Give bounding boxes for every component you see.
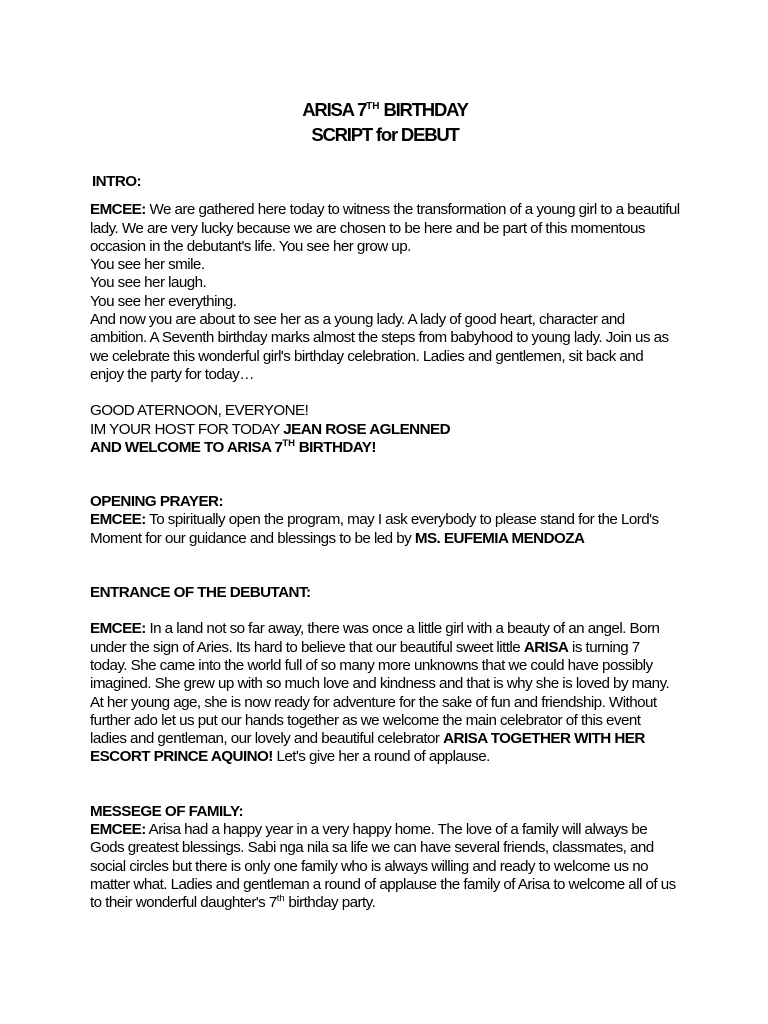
intro-line-smile: You see her smile. (90, 256, 205, 274)
greeting-line-2: IM YOUR HOST FOR TODAY (90, 420, 284, 438)
family-heading: MESSEGE OF FAMILY: (90, 802, 243, 820)
title-line-2: SCRIPT for DEBUT (311, 124, 459, 145)
opening-prayer-heading: OPENING PRAYER: (90, 493, 223, 511)
emcee-label: EMCEE: (90, 821, 146, 839)
greeting-line-1: GOOD ATERNOON, EVERYONE! (90, 402, 309, 420)
greeting-superscript: TH (282, 437, 296, 449)
intro-line-laugh: You see her laugh. (90, 274, 207, 292)
title-line-1-suffix: BIRTHDAY (379, 99, 468, 120)
escort-announcement: ARISA TOGETHER WITH HER ESCORT PRINCE AQUINO! (90, 730, 645, 766)
intro-text: We are gathered here today to witness the transformation of a young girl to a beautiful lady. We are very lucky because we are chosen to be here and be part of this momentous occasion in the debutant's life. You see her grow up. (90, 201, 680, 255)
entrance-text-2: is turning 7 today. She came into the world full of so many more unknowns that we could have possibly imagined. She grew up with so much love and kindness and that is why she is loved by many. At her young age, she is now ready for adventure for the sake of fun and friendship. Without further ado let us put our hands together as we welcome the main celebrator of this event ladies and gentleman, our lovely and beautiful celebrator (90, 638, 670, 748)
document-title (90, 94, 680, 147)
family-text-1: Arisa had a happy year in a very happy home. The love of a family will always be Gods greatest blessings. Sabi nga nila sa life we can have several friends, classmates, and social circles but there is only one family who is always willing and ready to welcome us no matter what. Ladies and gentleman a round of applause the family of Arisa to welcome all of us to their wonderful daughter's 7 (90, 821, 676, 912)
intro-heading: INTRO: (92, 173, 142, 190)
greeting-block (90, 402, 680, 457)
emcee-label: EMCEE: (90, 511, 146, 529)
entrance-heading: ENTRANCE OF THE DEBUTANT: (90, 584, 311, 602)
title-line-1-text: ARISA 7 (302, 99, 367, 120)
title-line-1 (90, 94, 680, 122)
host-name: JEAN ROSE AGLENNED (283, 420, 451, 438)
greeting-line-3: AND WELCOME TO ARISA 7 (90, 438, 283, 456)
intro-paragraph (90, 201, 680, 384)
opening-prayer-section (90, 493, 680, 548)
greeting-line-3-suffix: BIRTHDAY! (295, 438, 376, 456)
family-section (90, 803, 680, 913)
prayer-leader: MS. EUFEMIA MENDOZA (414, 529, 585, 547)
opening-prayer-text: To spiritually open the program, may I ask everybody to please stand for the Lord's Moment for our guidance and blessings to be led by (90, 511, 659, 547)
debutant-name: ARISA (523, 638, 569, 656)
entrance-text-3: Let's give her a round of applause. (272, 748, 490, 766)
intro-line-everything: You see her everything. (90, 292, 237, 310)
family-superscript: th (276, 893, 285, 905)
family-text-2: birthday party. (284, 894, 376, 912)
entrance-paragraph (90, 620, 680, 766)
emcee-label: EMCEE: (90, 201, 146, 219)
title-superscript: TH (366, 101, 380, 112)
emcee-label: EMCEE: (90, 620, 146, 638)
entrance-text-1: In a land not so far away, there was once a little girl with a beauty of an angel. Born under the sign of Aries. Its hard to believe that our beautiful sweet little (90, 620, 660, 656)
intro-closing: And now you are about to see her as a young lady. A lady of good heart, character and ambition. A Seventh birthday marks almost the steps from babyhood to young lady. Join us as we celebrate this wonderful girl's birthday celebration. Ladies and gentlemen, sit back and enjoy the party for today… (90, 311, 669, 383)
